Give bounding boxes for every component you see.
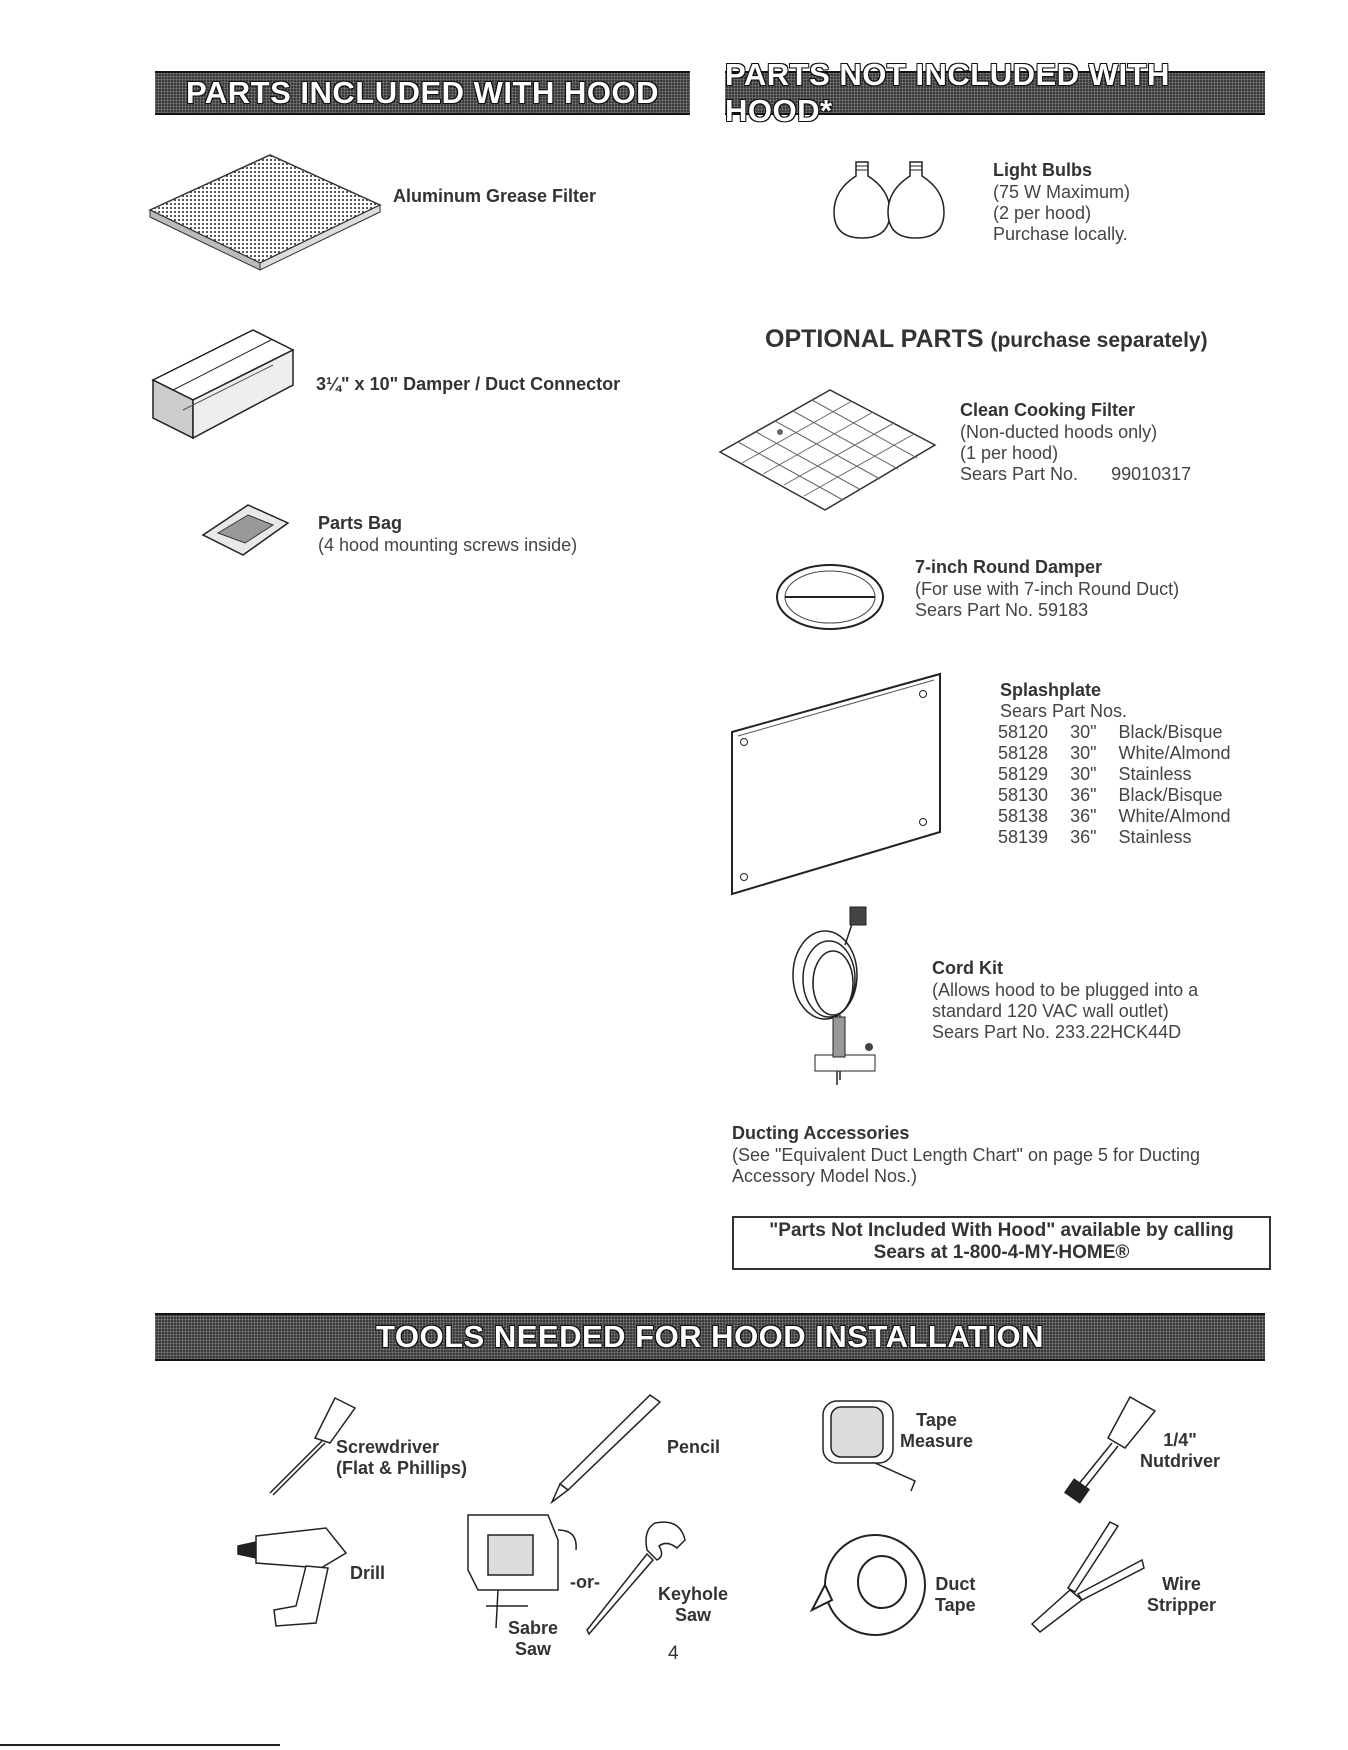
- part-color: White/Almond: [1118, 743, 1231, 763]
- part-color: White/Almond: [1118, 806, 1231, 826]
- cord-kit-line3: Sears Part No. 233.22HCK44D: [932, 1022, 1182, 1042]
- light-bulbs-line1: (75 W Maximum): [993, 182, 1131, 202]
- tape-measure-label-2: Measure: [900, 1431, 974, 1451]
- clean-filter-part-label: Sears Part No.: [960, 464, 1079, 484]
- cord-kit-line1: (Allows hood to be plugged into a: [932, 980, 1199, 1000]
- ducting-line1: (See "Equivalent Duct Length Chart" on page 5 for Ducting: [732, 1145, 1201, 1165]
- drill-icon: [236, 1528, 351, 1628]
- nutdriver-label-1: 1/4": [1163, 1430, 1197, 1450]
- page-number: 4: [668, 1643, 679, 1664]
- part-size: 36": [1070, 827, 1097, 847]
- cord-kit-illustration: [785, 905, 895, 1095]
- banner-tools: [155, 1313, 1265, 1361]
- screwdriver-label-1: Screwdriver: [336, 1437, 440, 1457]
- table-row: [998, 785, 1253, 806]
- table-row: [998, 764, 1253, 785]
- part-number: 58138: [998, 806, 1049, 826]
- part-number: 58130: [998, 785, 1049, 805]
- pencil-label: Pencil: [667, 1437, 721, 1457]
- table-row: [998, 806, 1253, 827]
- wire-stripper-label: [1147, 1574, 1216, 1616]
- round-damper-title: 7-inch Round Damper: [915, 557, 1103, 577]
- part-size: 36": [1070, 785, 1097, 805]
- drill-label: Drill: [350, 1563, 386, 1583]
- part-number: 58139: [998, 827, 1049, 847]
- table-row: [998, 722, 1253, 743]
- part-number: 58128: [998, 743, 1049, 763]
- callout-line2: Sears at 1-800-4-MY-HOME®: [873, 1242, 1130, 1263]
- damper-connector-label: 3¼" x 10" Damper / Duct Connector: [316, 374, 621, 394]
- callout-line1: "Parts Not Included With Hood" available by calling: [769, 1220, 1234, 1241]
- keyhole-saw-label: [658, 1584, 728, 1626]
- nutdriver-label-2: Nutdriver: [1140, 1451, 1221, 1471]
- ducting-line2: Accessory Model Nos.): [732, 1166, 918, 1186]
- splashplate-part-table: [998, 722, 1253, 848]
- table-row: [998, 743, 1253, 764]
- grease-filter-illustration: [150, 155, 380, 285]
- duct-tape-icon: [810, 1530, 930, 1640]
- table-row: [998, 827, 1253, 848]
- splashplate-title: Splashplate: [1000, 680, 1102, 700]
- tape-measure-label: [900, 1410, 973, 1452]
- keyhole-saw-label-1: Keyhole: [658, 1584, 729, 1604]
- clean-filter-illustration: [720, 390, 935, 515]
- damper-connector-illustration: [153, 330, 293, 442]
- light-bulbs-title: Light Bulbs: [993, 160, 1092, 180]
- wire-stripper-label-1: Wire: [1162, 1574, 1201, 1594]
- part-color: Black/Bisque: [1118, 722, 1223, 742]
- light-bulbs-line3: Purchase locally.: [993, 224, 1128, 244]
- banner-parts-included-text: PARTS INCLUDED WITH HOOD: [186, 75, 659, 110]
- part-color: Stainless: [1118, 764, 1192, 784]
- wire-stripper-label-2: Stripper: [1147, 1595, 1217, 1615]
- duct-tape-label-2: Tape: [935, 1595, 976, 1615]
- availability-callout: [732, 1216, 1271, 1270]
- banner-parts-not-included-text: PARTS NOT INCLUDED WITH HOOD*: [725, 57, 1170, 128]
- round-damper-line1: (For use with 7-inch Round Duct): [915, 579, 1180, 599]
- round-damper-line2: Sears Part No. 59183: [915, 600, 1089, 620]
- optional-parts-heading-main: OPTIONAL PARTS: [765, 325, 984, 353]
- part-size: 30": [1070, 764, 1097, 784]
- round-damper-illustration: [775, 563, 885, 631]
- keyhole-saw-label-2: Saw: [675, 1605, 712, 1625]
- splashplate-illustration: [730, 672, 945, 897]
- sabre-saw-label-1: Sabre: [508, 1618, 559, 1638]
- clean-filter-line2: (1 per hood): [960, 443, 1059, 463]
- part-number: 58120: [998, 722, 1049, 742]
- parts-bag-desc: (4 hood mounting screws inside): [318, 535, 578, 555]
- pencil-icon: [550, 1390, 665, 1505]
- screwdriver-label: [336, 1437, 467, 1479]
- or-label: -or-: [570, 1572, 600, 1592]
- clean-filter-line3: [960, 464, 1191, 485]
- sabre-saw-label-2: Saw: [515, 1639, 552, 1659]
- screwdriver-label-2: (Flat & Phillips): [336, 1458, 468, 1478]
- clean-filter-line1: (Non-ducted hoods only): [960, 422, 1158, 442]
- light-bulb-icon: [838, 160, 948, 240]
- tape-measure-label-1: Tape: [916, 1410, 957, 1430]
- grease-filter-label: Aluminum Grease Filter: [393, 186, 597, 206]
- part-color: Black/Bisque: [1118, 785, 1223, 805]
- ducting-title: Ducting Accessories: [732, 1123, 910, 1143]
- banner-parts-included: [155, 71, 690, 115]
- sabre-saw-icon: [458, 1510, 578, 1630]
- cord-kit-line2: standard 120 VAC wall outlet): [932, 1001, 1169, 1021]
- light-bulbs-line2: (2 per hood): [993, 203, 1092, 223]
- optional-parts-heading-sub: (purchase separately): [990, 329, 1208, 352]
- banner-parts-not-included: [725, 57, 1265, 128]
- clean-filter-title: Clean Cooking Filter: [960, 400, 1136, 420]
- part-size: 30": [1070, 722, 1097, 742]
- splashplate-sub: Sears Part Nos.: [1000, 701, 1128, 721]
- part-size: 36": [1070, 806, 1097, 826]
- duct-tape-label: [935, 1574, 976, 1616]
- optional-parts-heading: [765, 325, 1208, 354]
- bottom-rule: [0, 1744, 280, 1746]
- part-number: 58129: [998, 764, 1049, 784]
- parts-bag-illustration: [203, 505, 288, 555]
- nutdriver-label: [1140, 1430, 1220, 1472]
- cord-kit-title: Cord Kit: [932, 958, 1003, 978]
- duct-tape-label-1: Duct: [935, 1574, 976, 1594]
- clean-filter-part-number: 99010317: [1111, 464, 1192, 484]
- part-color: Stainless: [1118, 827, 1192, 847]
- parts-bag-title: Parts Bag: [318, 513, 403, 533]
- wire-stripper-icon: [1030, 1520, 1145, 1635]
- part-size: 30": [1070, 743, 1097, 763]
- sabre-saw-label: [508, 1618, 558, 1660]
- banner-tools-text: TOOLS NEEDED FOR HOOD INSTALLATION: [376, 1319, 1044, 1354]
